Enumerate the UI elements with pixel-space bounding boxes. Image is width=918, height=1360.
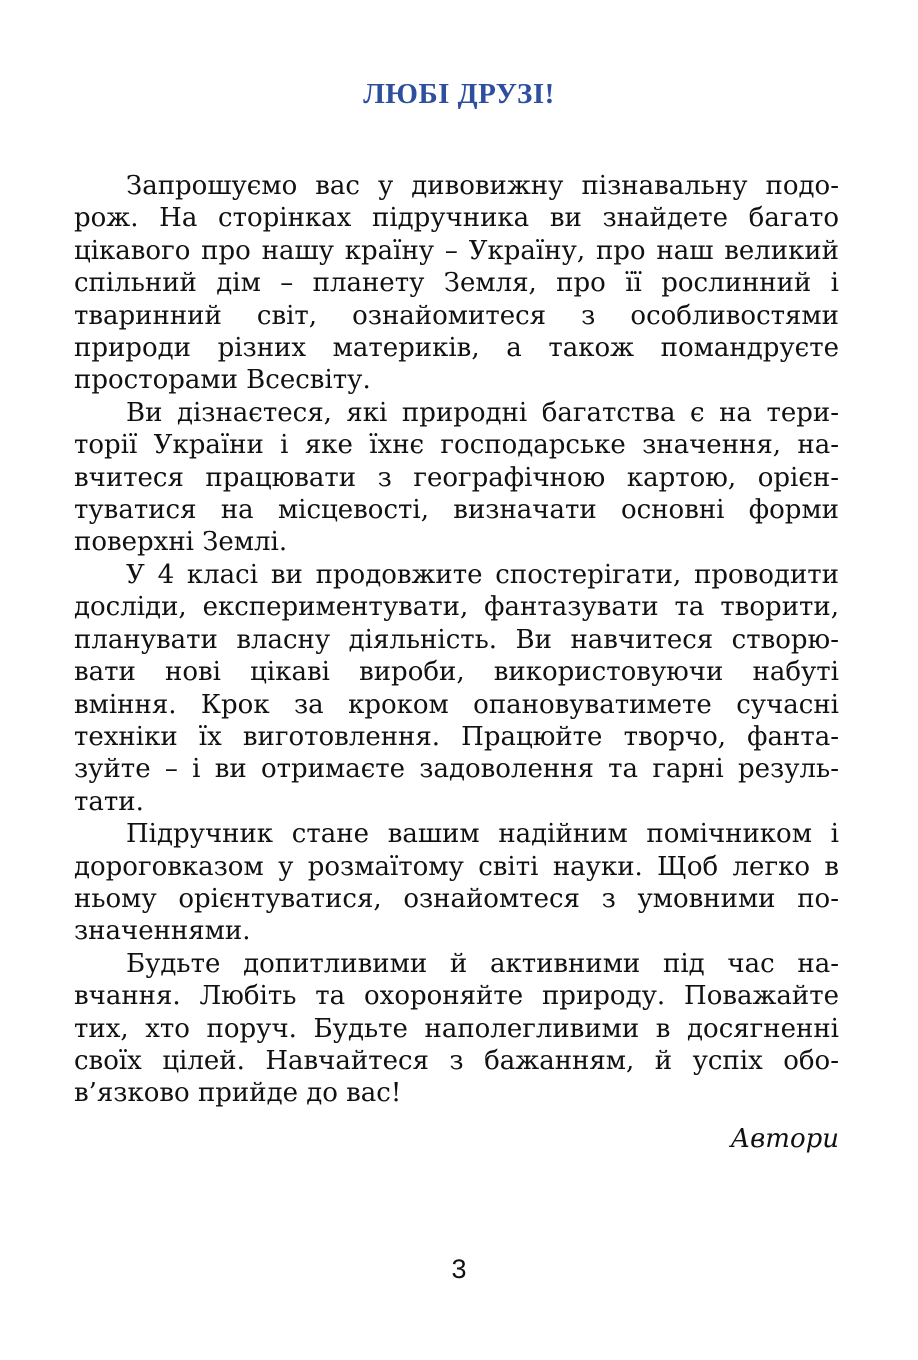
- paragraph-natural-resources: Ви дізнаєтеся, які природні багатства є на території України і яке їхнє господарське значення, навчитеся працювати з географічною картою, орієнтуватися на місцевості, визначати основні форми поверхні Землі.: [74, 397, 839, 558]
- paragraph-textbook-helper: Підручник стане вашим надійним помічником і дороговказом у розмаїтому світі науки. Щоб легко в ньому орієнтуватися, ознайомтеся з умовними позначеннями.: [74, 819, 839, 947]
- paragraph-grade-4: У 4 класі ви продовжите спостерігати, проводити досліди, експериментувати, фантазувати та творити, планувати власну діяльність. Ви навчитеся створювати нові цікаві вироби, використовуючи набуті вміння. Крок за кроком опановуватимете сучасні техніки їх виготовлення. Працюйте творчо, фантазуйте – і ви отримаєте задоволення та гарні результати.: [74, 559, 839, 817]
- paragraph-be-curious: Будьте допитливими й активними під час навчання. Любіть та охороняйте природу. Поважайте тих, хто поруч. Будьте наполегливими в досягненні своїх цілей. Навчайтеся з бажанням, й успіх обов’язково прийде до вас!: [74, 948, 839, 1109]
- paragraph-invitation: Запрошуємо вас у дивовижну пізнавальну подорож. На сторінках підручника ви знайдете багато цікавого про нашу країну – Україну, про наш великий спільний дім – планету Земля, про її рослинний і тваринний світ, ознайомитеся з особливостями природи різних материків, а також помандруєте просторами Всесвіту.: [74, 171, 839, 396]
- body-text: [74, 170, 839, 1110]
- authors-signature: Автори: [730, 1124, 839, 1154]
- page-title: ЛЮБІ ДРУЗІ!: [363, 78, 555, 110]
- page-number: 3: [451, 1254, 467, 1284]
